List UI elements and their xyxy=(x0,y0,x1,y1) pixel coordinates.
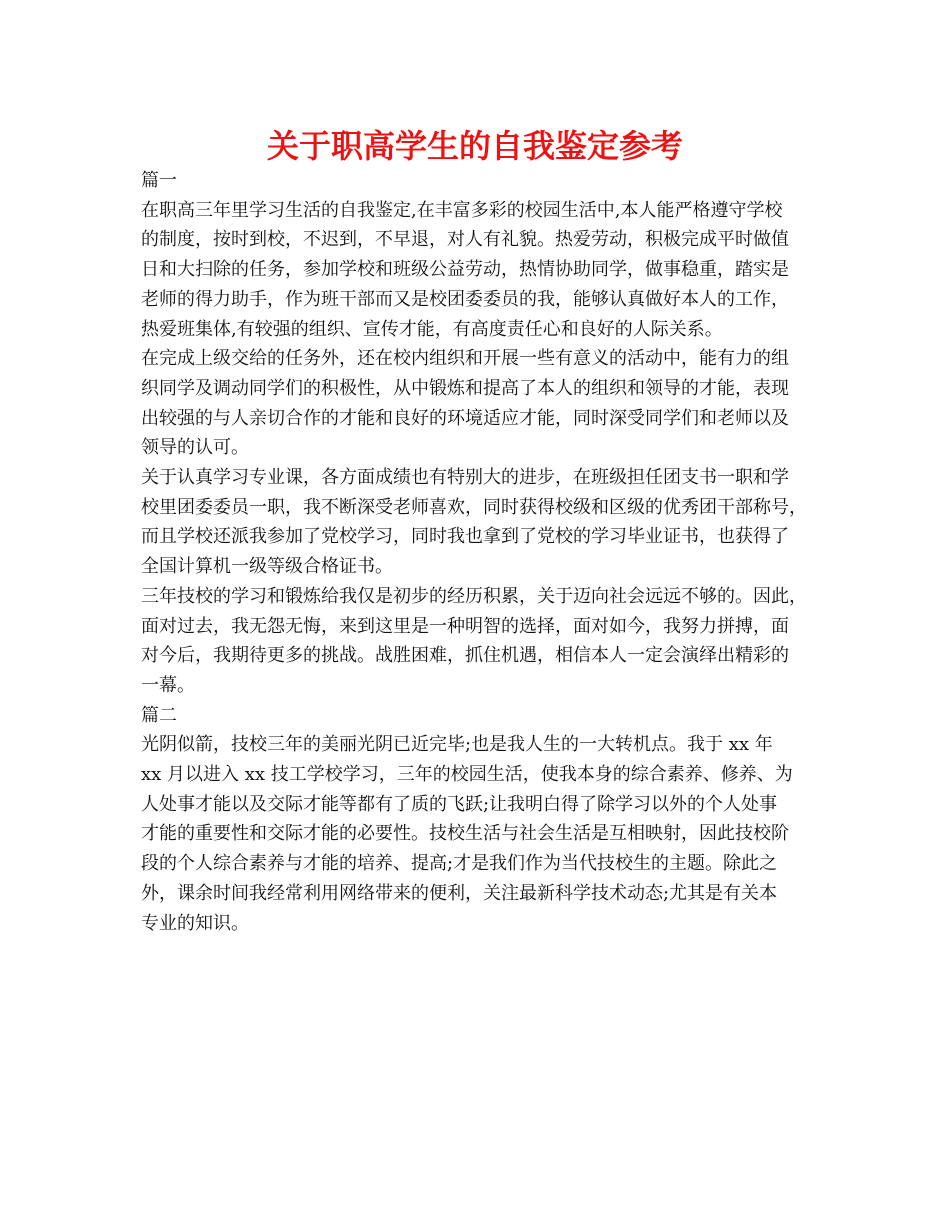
paragraph xyxy=(141,582,821,701)
text-line: xx 月以进入 xx 技工学校学习，三年的校园生活，使我本身的综合素养、修养、为 xyxy=(141,764,793,786)
text-line: 关于认真学习专业课，各方面成绩也有特别大的进步，在班级担任团支书一职和学 xyxy=(141,467,789,489)
document-title: 关于职高学生的自我鉴定参考 xyxy=(266,127,683,165)
paragraph xyxy=(141,730,821,938)
paragraph xyxy=(141,463,821,582)
text-line: 段的个人综合素养与才能的培养、提高;才是我们作为当代技校生的主题。除此之 xyxy=(141,853,778,875)
text-line: 光阴似箭，技校三年的美丽光阴已近完毕;也是我人生的一大转机点。我于 xx 年 xyxy=(141,734,773,756)
paragraph xyxy=(141,196,821,345)
text-line: 专业的知识。 xyxy=(141,912,249,934)
section-heading-2: 篇二 xyxy=(141,704,177,726)
text-line: 在完成上级交给的任务外，还在校内组织和开展一些有意义的活动中，能有力的组 xyxy=(141,348,789,370)
text-line: 外，课余时间我经常利用网络带来的便利，关注最新科学技术动态;尤其是有关本 xyxy=(141,882,778,904)
text-line: 而且学校还派我参加了党校学习，同时我也拿到了党校的学习毕业证书，也获得了 xyxy=(141,526,789,548)
text-line: 领导的认可。 xyxy=(141,437,249,459)
text-line: 校里团委委员一职，我不断深受老师喜欢，同时获得校级和区级的优秀团干部称号， xyxy=(141,496,807,518)
text-line: 出较强的与人亲切合作的才能和良好的环境适应才能，同时深受同学们和老师以及 xyxy=(141,407,789,429)
text-line: 才能的重要性和交际才能的必要性。技校生活与社会生活是互相映射，因此技校阶 xyxy=(141,823,789,845)
text-line: 的制度，按时到校，不迟到，不早退，对人有礼貌。热爱劳动，积极完成平时做值 xyxy=(141,229,789,251)
text-line: 织同学及调动同学们的积极性，从中锻炼和提高了本人的组织和领导的才能，表现 xyxy=(141,377,789,399)
text-line: 老师的得力助手，作为班干部而又是校团委委员的我，能够认真做好本人的工作， xyxy=(141,288,789,310)
text-line: 面对过去，我无怨无悔，来到这里是一种明智的选择，面对如今，我努力拼搏，面 xyxy=(141,615,789,637)
paragraph xyxy=(141,344,821,463)
text-line: 对今后，我期待更多的挑战。战胜困难，抓住机遇，相信本人一定会演绎出精彩的 xyxy=(141,645,789,667)
text-line: 热爱班集体,有较强的组织、宣传才能，有高度责任心和良好的人际关系。 xyxy=(141,318,723,340)
text-line: 人处事才能以及交际才能等都有了质的飞跃;让我明白得了除学习以外的个人处事 xyxy=(141,793,778,815)
text-line: 日和大扫除的任务，参加学校和班级公益劳动，热情协助同学，做事稳重，踏实是 xyxy=(141,259,789,281)
text-line: 三年技校的学习和锻炼给我仅是初步的经历积累，关于迈向社会远远不够的。因此， xyxy=(141,585,807,607)
document-body xyxy=(141,166,821,938)
section-heading-1: 篇一 xyxy=(141,170,177,191)
text-line: 在职高三年里学习生活的自我鉴定,在丰富多彩的校园生活中,本人能严格遵守学校 xyxy=(141,199,783,221)
text-line: 全国计算机一级等级合格证书。 xyxy=(141,556,393,578)
text-line: 一幕。 xyxy=(141,674,195,696)
